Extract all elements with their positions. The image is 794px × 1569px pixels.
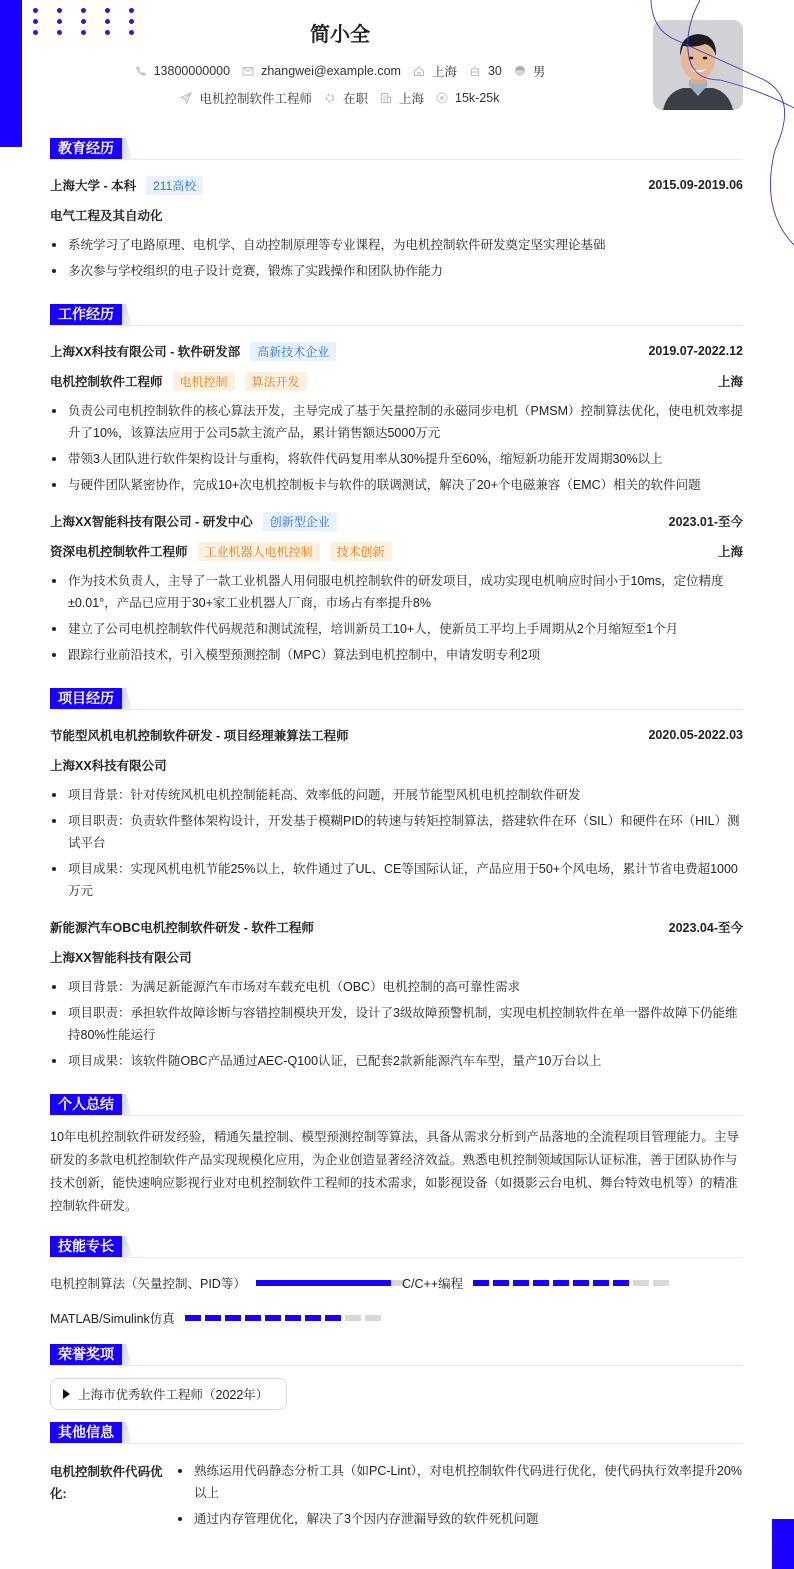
award-name: 上海市优秀软件工程师（2022年） [78,1388,269,1402]
building-icon [380,92,392,104]
project-company-row [50,942,743,972]
list-item: 系统学习了电路原理、电机学、自动控制原理等专业课程，为电机控制软件研发奠定坚实理论基础 [50,234,743,256]
home-icon [413,65,425,77]
contact-age: 30 [469,64,502,78]
list-item: 项目成果：实现风机电机节能25%以上，软件通过了UL、CE等国际认证，产品应用于50+个风电场，累计节省电费超1000万元 [50,858,743,902]
phone-icon [135,65,147,77]
mail-icon [242,65,254,77]
age-icon [469,65,481,77]
project-row [50,912,743,942]
section-summary [50,1094,743,1218]
project-bullets [50,976,743,1072]
section-header [50,688,743,710]
skill-level-bar [473,1280,673,1286]
skills-list [50,1268,743,1348]
work-location: 上海 [717,545,743,559]
list-item: 作为技术负责人，主导了一款工业机器人用伺服电机控制软件的研发项目，成功实现电机响应时间小于10ms，定位精度±0.01°，产品已应用于30+家工业机器人厂商，市场占有率提升8% [50,570,743,614]
skill-name: 电机控制算法（矢量控制、PID等） [50,1277,246,1291]
list-item: 负责公司电机控制软件的核心算法开发，主导完成了基于矢量控制的永磁同步电机（PMSM）控制算法优化，使电机效率提升了10%，该算法应用于公司5款主流产品，累计销售额达5000万元 [50,400,743,444]
list-item: 项目背景：为满足新能源汽车市场对车载充电机（OBC）电机控制的高可靠性需求 [50,976,743,998]
section-header [50,1422,743,1444]
list-item: 与硬件团队紧密协作，完成10+次电机控制板卡与软件的联调测试，解决了20+个电磁兼容（EMC）相关的软件问题 [50,474,743,496]
education-date: 2015.09-2019.06 [648,178,743,192]
skill-name: MATLAB/Simulink仿真 [50,1312,175,1326]
list-item: 项目背景：针对传统风机电机控制能耗高、效率低的问题，开展节能型风机电机控制软件研发 [50,784,743,806]
role-tag: 算法开发 [245,372,307,391]
avatar-photo [653,20,743,110]
target-city: 上海 [380,89,424,107]
award-item[interactable] [50,1378,287,1410]
skill-item [50,1274,406,1292]
status-icon [324,92,336,104]
contact-city: 上海 [413,62,457,80]
section-title: 荣誉奖项 [50,1344,122,1365]
project-row [50,720,743,750]
work-company-row [50,506,743,536]
section-title: 教育经历 [50,138,122,159]
list-item: 项目职责：承担软件故障诊断与容错控制模块开发，设计了3级故障预警机制，实现电机控制软件在单一器件故障下仍能维持80%性能运行 [50,1002,743,1046]
list-item: 项目成果：该软件随OBC产品通过AEC-Q100认证，已配套2款新能源汽车车型，量产10万台以上 [50,1050,743,1072]
section-work [50,304,743,666]
project-date: 2023.04-至今 [668,921,743,935]
contact-row-1 [0,62,680,80]
skill-level-bar [185,1315,385,1321]
job-status: 在职 [324,89,368,107]
summary-text: 10年电机控制软件研发经验，精通矢量控制、模型预测控制等算法，具备从需求分析到产品落地的全流程项目管理能力。主导研发的多款电机控制软件产品实现规模化应用，为企业创造显著经济效益。熟悉电机控制领域国际认证标准，善于团队协作与技术创新，能快速响应影视行业对电机控制软件工程师的技术需求，如影视设备（如摄影云台电机、舞台特效电机等）的精准控制软件研发。 [50,1130,739,1213]
section-header [50,1236,743,1258]
school-tag: 211高校 [146,176,203,195]
work-role-row [50,536,743,566]
project-bullets [50,784,743,902]
company-tag: 高新技术企业 [250,342,336,361]
skill-level-bar [256,1280,406,1286]
section-header [50,304,743,326]
expected-salary: 15k-25k [436,91,499,105]
skill-item [50,1309,385,1327]
section-title: 工作经历 [50,304,122,325]
contact-phone: 13800000000 [135,64,230,78]
section-title: 其他信息 [50,1422,122,1443]
project-company: 上海XX科技有限公司 [50,759,167,773]
section-title: 技能专长 [50,1236,122,1257]
list-item: 通过内存管理优化，解决了3个因内存泄漏导致的软件死机问题 [176,1508,743,1530]
role-title: 资深电机控制软件工程师 [50,545,188,559]
project-name: 节能型风机电机控制软件研发 - 项目经理兼算法工程师 [50,729,349,743]
project-date: 2020.05-2022.03 [648,728,743,742]
project-company-row [50,750,743,780]
company-tag: 创新型企业 [263,512,337,531]
contact-email: zhangwei@example.com [242,64,401,78]
job-intention: 电机控制软件工程师 [180,89,312,107]
section-awards [50,1344,743,1422]
list-item: 熟练运用代码静态分析工具（如PC-Lint），对电机控制软件代码进行优化，使代码执行效率提升20%以上 [176,1460,743,1504]
list-item: 多次参与学校组织的电子设计竞赛，锻炼了实践操作和团队协作能力 [50,260,743,282]
other-info-label: 电机控制软件代码优化: [50,1465,163,1501]
other-info-bullets [176,1460,743,1534]
major-row [50,200,743,230]
candidate-name: 简小全 [310,24,370,46]
play-triangle-icon [63,1389,70,1399]
work-role-row [50,366,743,396]
decorative-right-bar [772,1519,794,1569]
gender-icon [514,65,526,77]
section-header [50,1094,743,1116]
section-skills [50,1236,743,1348]
contact-gender: 男 [514,62,546,80]
work-company-row [50,336,743,366]
work-location: 上海 [717,375,743,389]
work-bullets [50,570,743,666]
list-item: 建立了公司电机控制软件代码规范和测试流程，培训新员工10+人，使新员工平均上手周期从2个月缩短至1个月 [50,618,743,640]
major: 电气工程及其自动化 [50,209,163,223]
section-title: 项目经历 [50,688,122,709]
company-name: 上海XX智能科技有限公司 - 研发中心 [50,515,253,529]
project-company: 上海XX智能科技有限公司 [50,951,192,965]
work-date: 2019.07-2022.12 [648,344,743,358]
education-row [50,170,743,200]
list-item: 带领3人团队进行软件架构设计与重构，将软件代码复用率从30%提升至60%，缩短新功能开发周期30%以上 [50,448,743,470]
role-tag: 技术创新 [330,542,392,561]
other-info-item [50,1458,743,1542]
section-projects [50,688,743,1072]
section-title: 个人总结 [50,1094,122,1115]
role-tag: 工业机器人电机控制 [198,542,320,561]
skill-item [402,1274,673,1292]
work-date: 2023.01-至今 [668,515,743,529]
send-icon [180,92,192,104]
salary-icon [436,92,448,104]
list-item: 跟踪行业前沿技术，引入模型预测控制（MPC）算法到电机控制中，申请发明专利2项 [50,644,743,666]
company-name: 上海XX科技有限公司 - 软件研发部 [50,345,241,359]
section-education [50,138,743,282]
skill-name: C/C++编程 [402,1277,464,1291]
role-title: 电机控制软件工程师 [50,375,163,389]
section-header [50,1344,743,1366]
role-tag: 电机控制 [173,372,235,391]
list-item: 项目职责：负责软件整体架构设计，开发基于模糊PID的转速与转矩控制算法，搭建软件在环（SIL）和硬件在环（HIL）测试平台 [50,810,743,854]
education-bullets [50,234,743,282]
contact-row-2 [0,89,680,107]
school-name: 上海大学 - 本科 [50,179,137,193]
work-bullets [50,400,743,496]
section-other [50,1422,743,1542]
project-name: 新能源汽车OBC电机控制软件研发 - 软件工程师 [50,921,314,935]
resume-content [50,138,743,1542]
section-header [50,138,743,160]
